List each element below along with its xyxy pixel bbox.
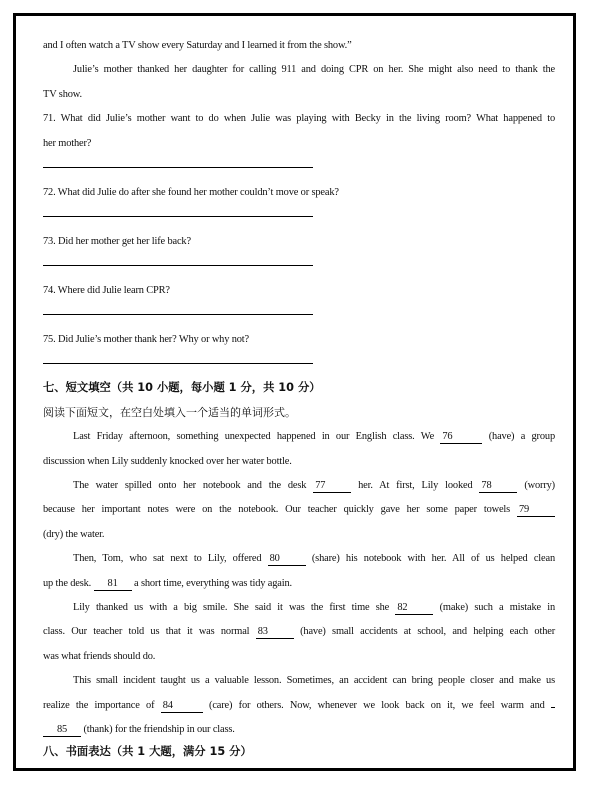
blank-81[interactable]: 81 [94, 578, 132, 591]
passage-line: Last Friday afternoon, something unexpected happened in our English class. We 76 (have) a group [73, 431, 555, 443]
question-73: 73. Did her mother get her life back? [43, 235, 191, 247]
blank-76[interactable]: 76 [440, 431, 482, 444]
answer-line-71[interactable] [43, 156, 555, 181]
blank-78[interactable]: 78 [479, 480, 517, 493]
passage-line: class. Our teacher told us that it was normal 83 (have) small accidents at school, and helping each other [43, 626, 556, 638]
story-line: TV show. [43, 88, 82, 100]
answer-line-75[interactable] [43, 352, 555, 377]
story-line: and I often watch a TV show every Saturday and I learned it from the show.” [43, 40, 352, 51]
answer-line-72[interactable] [43, 205, 555, 230]
passage-line: was what friends should do. [43, 650, 156, 662]
section-7-instruction: 阅读下面短文，在空白处填入一个适当的单词形式。 [43, 405, 296, 419]
question-72: 72. What did Julie do after she found her mother couldn’t move or speak? [43, 186, 339, 198]
section-7-heading: 七、短文填空（共 10 小题，每小题 1 分，共 10 分） [43, 381, 321, 395]
story-line: Julie’s mother thanked her daughter for calling 911 and doing CPR on her. She might also need to thank the [73, 64, 555, 76]
blank-80[interactable]: 80 [268, 553, 306, 566]
answer-line-73[interactable] [43, 254, 555, 279]
passage-line: This small incident taught us a valuable lesson. Sometimes, an accident can bring people closer and make us [73, 675, 555, 687]
passage-line: realize the importance of 84 (care) for others. Now, whenever we look back on it, we feel warm and [43, 694, 555, 718]
exam-page [43, 34, 555, 762]
answer-line-74[interactable] [43, 303, 555, 328]
blank-85[interactable]: 85 [43, 724, 81, 737]
blank-83[interactable]: 83 [256, 626, 294, 639]
passage-line: because her important notes were on the notebook. Our teacher quickly gave her some paper towels 79 [43, 498, 555, 522]
passage-line: 85 (thank) for the friendship in our class. [43, 718, 555, 742]
passage-line: (dry) the water. [43, 528, 105, 540]
question-71: 71. What did Julie’s mother want to do when Julie was playing with Becky in the living room? What happened to [43, 113, 555, 125]
section-8-heading: 八、书面表达（共 1 大题，满分 15 分） [43, 745, 252, 759]
blank-77[interactable]: 77 [313, 480, 351, 493]
blank-85-start [551, 707, 555, 708]
passage-line: The water spilled onto her notebook and the desk 77 her. At first, Lily looked 78 (worry) [73, 480, 555, 492]
blank-79[interactable]: 79 [517, 504, 555, 517]
passage-line: Then, Tom, who sat next to Lily, offered 80 (share) his notebook with her. All of us helped clean [73, 553, 555, 565]
passage-line: up the desk. 81 a short time, everything was tidy again. [43, 577, 292, 589]
blank-82[interactable]: 82 [395, 602, 433, 615]
passage-line: discussion when Lily suddenly knocked over her water bottle. [43, 455, 292, 467]
question-71-cont: her mother? [43, 137, 92, 149]
passage-line: Lily thanked us with a big smile. She said it was the first time she 82 (make) such a mistake in [73, 602, 555, 613]
blank-84[interactable]: 84 [161, 700, 203, 713]
question-75: 75. Did Julie’s mother thank her? Why or why not? [43, 333, 250, 345]
question-74: 74. Where did Julie learn CPR? [43, 284, 170, 296]
